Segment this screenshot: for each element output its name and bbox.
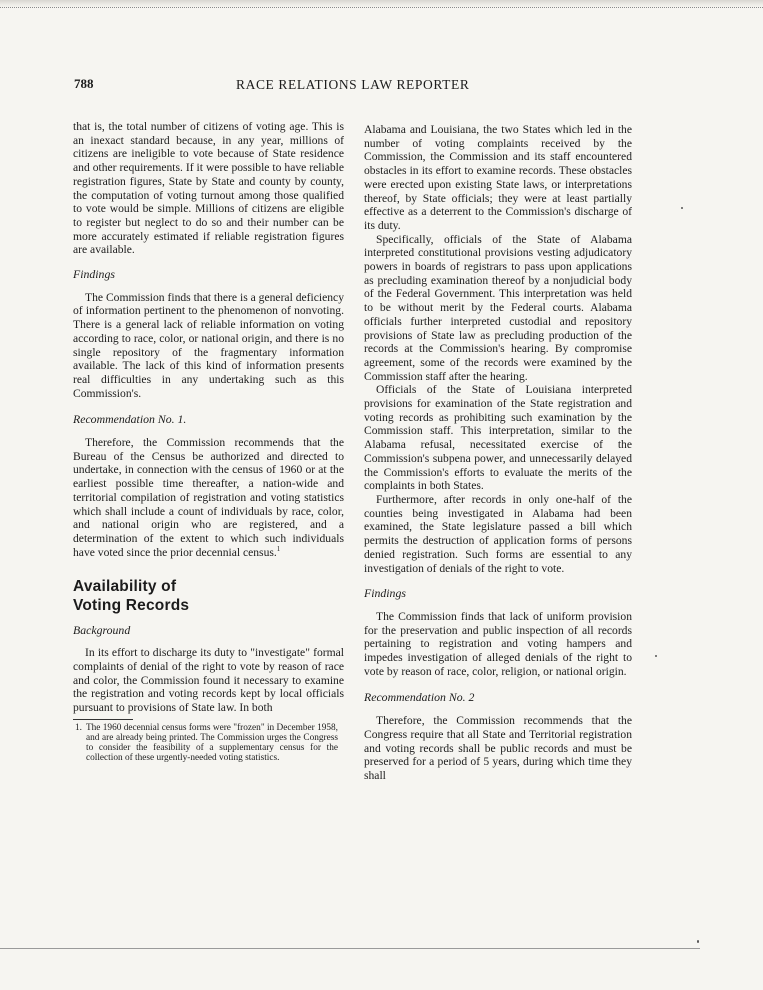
section-title-line-2: Voting Records <box>73 597 190 615</box>
paragraph-destruction-of-records: Furthermore, after records in only one-half of the counties being investigated in Alabama had been examined, the State legislature passed a bill which permits the destruction of application forms of persons denied registration. Such forms are essential to any investigation of denials of the right to vote. <box>364 492 632 575</box>
recommendation-2-heading: Recommendation No. 2 <box>364 690 475 705</box>
page-header <box>74 76 634 94</box>
scan-edge-bottom-line <box>0 948 700 949</box>
background-heading: Background <box>73 623 131 638</box>
footnote-mark: 1. <box>75 722 82 733</box>
footnote-reference: 1 <box>276 544 281 553</box>
findings-heading-2: Findings <box>364 586 406 601</box>
recommendation-2-paragraph: Therefore, the Commission recommends that the Congress require that all State and Territorial registration and voting records shall be public records and must be preserved for a period of 5 years, during which time they shall <box>364 714 632 782</box>
continued-paragraph: that is, the total number of citizens of voting age. This is an inexact standard because, in any year, millions of citizens are ineligible to vote because of State residence and other requirements. If it were possible to have reliable registration figures, State by State and county by county, the computation of voting turnout among those qualified to vote would be simple. Millions of citizens are eligible to register but neglect to do so and their number can be more accurately estimated if reliable registration figures are available. <box>73 120 344 257</box>
recommendation-1-text: Therefore, the Commission recommends that the Bureau of the Census be authorized and directed to undertake, in connection with the census of 1960 or at the earliest possible time thereafter, a nation-wide and territorial compilation of registration and voting statistics which shall include a count of individuals by race, color, and national origin who are registered, and a determination of the extent to which such individuals have voted since the prior decennial census. <box>73 436 344 559</box>
scan-speck <box>697 940 699 943</box>
background-paragraph: In its effort to discharge its duty to "investigate" formal complaints of denial of the right to vote by reason of race and color, the Commission found it necessary to examine the registration and voting records kept by local officials pursuant to provisions of State law. In both <box>73 646 344 714</box>
footnote-text: The 1960 decennial census forms were "frozen" in December 1958, and are already being printed. The Commission urges the Congress to consider the feasibility of a supplementary census for the collection of these urgently-needed voting statistics. <box>85 722 338 764</box>
footnote <box>73 723 344 764</box>
left-column <box>73 120 344 763</box>
footnote-divider <box>73 719 133 720</box>
right-column <box>364 123 632 783</box>
findings-paragraph: The Commission finds that there is a general deficiency of information pertinent to the phenomenon of nonvoting. There is a general lack of reliable information on voting according to race, color, or national origin, and there is no single repository of the fragmentary information available. The lack of this kind of information presents real difficulties in any undertaking such as this Commission's. <box>73 290 344 400</box>
paragraph-louisiana-officials: Officials of the State of Louisiana interpreted provisions for examination of the State registration and voting records as prohibiting such examination by the Commission staff. This interpretation, similar to the Alabama refusal, necessitated exercise of the Commission's subpena power, and unnecessarily delayed the Commission's efforts to evaluate the merits of the complaints in both States. <box>364 383 632 493</box>
scan-speck <box>655 655 657 657</box>
page-number: 788 <box>74 76 94 91</box>
findings-heading: Findings <box>73 267 115 282</box>
scan-edge-dotted-line <box>0 7 763 9</box>
section-title-line-1: Availability of <box>73 578 177 596</box>
recommendation-1-paragraph <box>73 436 344 559</box>
section-title <box>73 577 344 615</box>
findings-paragraph-2: The Commission finds that lack of uniform provision for the preservation and public inspection of all records pertaining to registration and voting hampers and impedes investigation of alleged denials of the right to vote by reason of race, color, religion, or national origin. <box>364 609 632 678</box>
recommendation-1-heading: Recommendation No. 1. <box>73 412 187 427</box>
scan-speck <box>681 207 683 209</box>
paragraph-alabama-louisiana: Alabama and Louisiana, the two States which led in the number of voting complaints received by the Commission, the Commission and its staff encountered obstacles in its effort to examine records. These obstacles were erected upon existing State laws, or interpretations thereof, by State officials; they were at least partially effective as a deterrent to the Commission's discharge of its duty. <box>364 123 632 232</box>
paragraph-alabama-officials: Specifically, officials of the State of Alabama interpreted constitutional provisions vesting adjudicatory powers in boards of registrars to pass upon applications as precluding examination thereof by a nonjudicial body of the Federal Government. This interpretation was held to be without merit by the Federal courts. Alabama officials further interpreted custodial and repository provisions of State law as precluding production of the records at the Commission's hearing. By compromise agreement, some of the records were examined by the Commission staff after the hearing. <box>364 232 632 383</box>
running-head: RACE RELATIONS LAW REPORTER <box>236 77 470 92</box>
